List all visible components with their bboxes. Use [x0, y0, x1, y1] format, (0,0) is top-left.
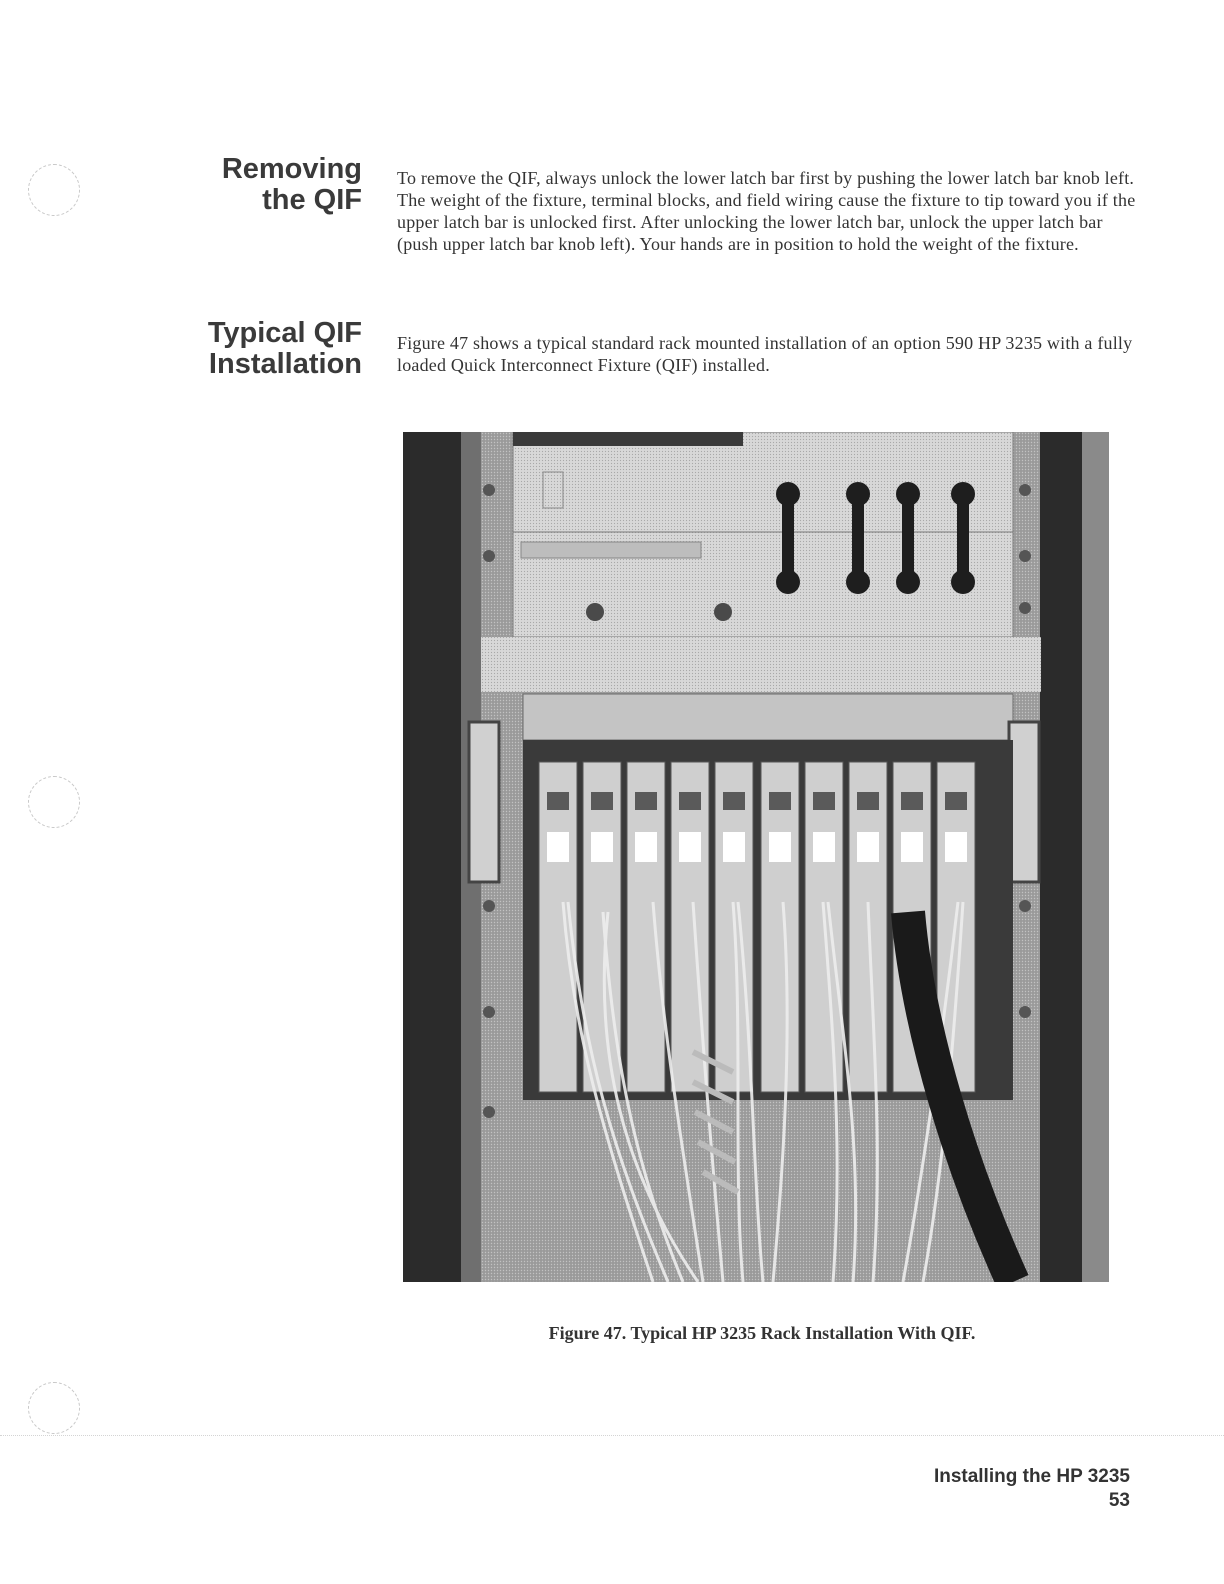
rack-photo-illustration: [403, 432, 1109, 1282]
heading-line: the QIF: [262, 184, 362, 216]
heading-line: Installation: [208, 348, 362, 380]
binder-hole-middle: [28, 776, 80, 828]
binder-hole-bottom: [28, 1382, 80, 1434]
heading-line: Typical QIF: [207, 317, 362, 349]
section-body-removing-qif: To remove the QIF, always unlock the lower latch bar first by pushing the lower latch bar knob left. The weight of the fixture, terminal blocks, and field wiring cause the fixture to tip toward you if the upper latch bar is unlocked first. After unlocking the lower latch bar, unlock the upper latch bar (push upper latch bar knob left). Your hands are in position to hold the weight of the fixture.: [397, 168, 1136, 254]
binder-hole-top: [28, 164, 80, 216]
footer-page-number: 53: [1108, 1490, 1130, 1511]
heading-line: Removing: [221, 153, 362, 185]
footer-chapter-title: Installing the HP 3235: [933, 1466, 1130, 1487]
footer-divider: [0, 1435, 1224, 1436]
section-heading-typical-qif-installation: [208, 318, 362, 380]
figure-47-photo: [403, 432, 1109, 1282]
section-body-typical-qif-installation: Figure 47 shows a typical standard rack mounted installation of an option 590 HP 3235 with a fully loaded Quick Interconnect Fixture (QIF) installed.: [397, 333, 1133, 375]
section-heading-removing-qif: [222, 154, 362, 216]
figure-caption: Figure 47. Typical HP 3235 Rack Installation With QIF.: [548, 1323, 976, 1343]
